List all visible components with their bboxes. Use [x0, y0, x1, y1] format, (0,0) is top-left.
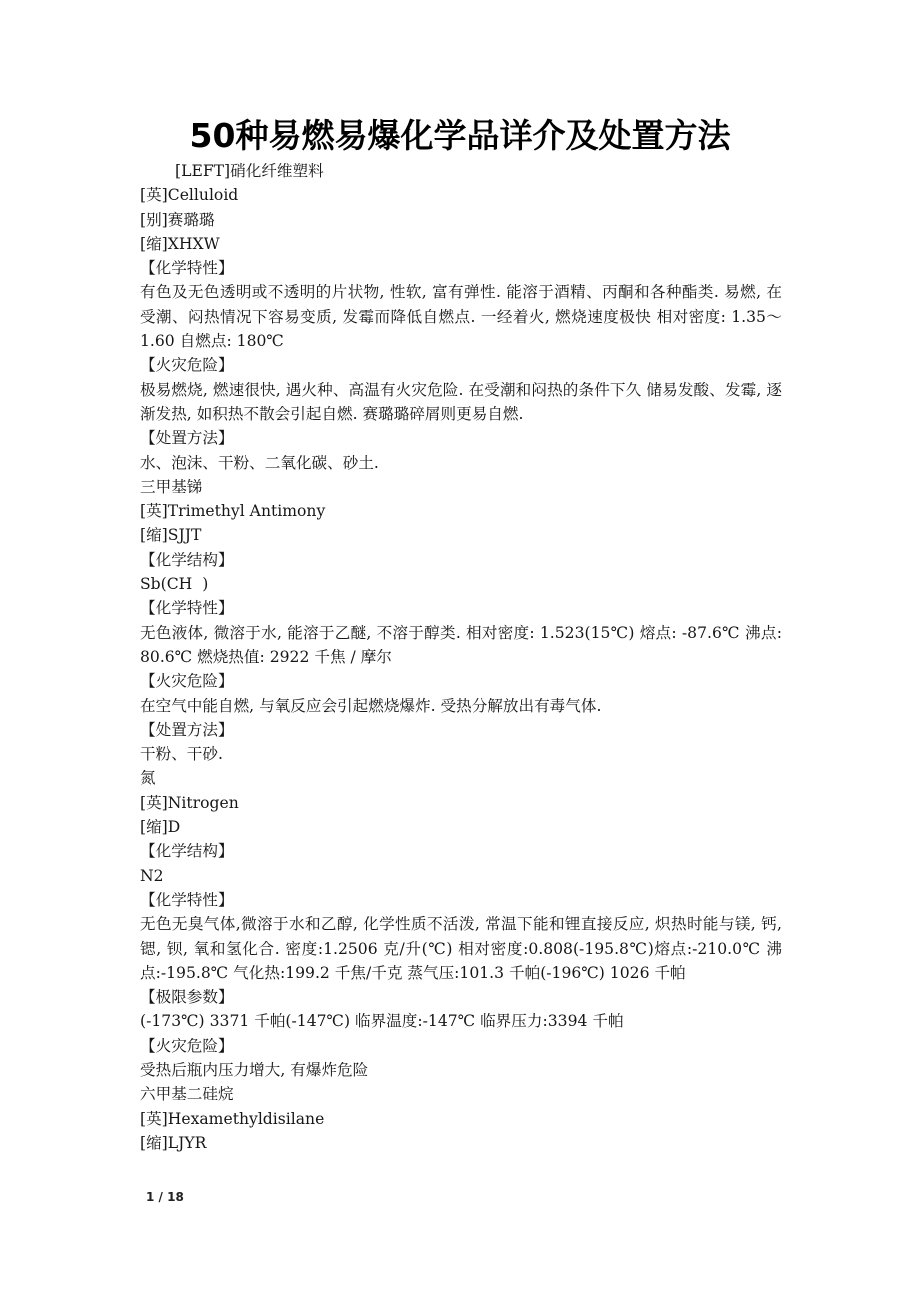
- abbreviation: [缩]D: [140, 818, 181, 837]
- paragraph: 在空气中能自燃, 与氧反应会引起燃烧爆炸. 受热分解放出有毒气体.: [140, 696, 602, 715]
- section-heading: 【化学结构】: [140, 842, 234, 861]
- abbreviation: [缩]LJYR: [140, 1133, 207, 1152]
- entry-title: 三甲基锑: [140, 477, 203, 496]
- section-heading: 【化学特性】: [140, 890, 234, 909]
- english-name: [英]Celluloid: [140, 186, 239, 205]
- section-heading: 【化学特性】: [140, 259, 234, 278]
- abbreviation: [缩]SJJT: [140, 526, 202, 545]
- entry-title: 氮: [140, 769, 156, 788]
- paragraph: 无色液体, 微溶于水, 能溶于乙醚, 不溶于醇类. 相对密度: 1.523(15℃) 熔点: -87.6℃ 沸点: 80.6℃ 燃烧热值: 2922 千焦 / 摩尔: [140, 623, 782, 666]
- english-name: [英]Trimethyl Antimony: [140, 502, 326, 521]
- paragraph: (-173℃) 3371 千帕(-147℃) 临界温度:-147℃ 临界压力:3394 千帕: [140, 1012, 624, 1031]
- paragraph: 无色无臭气体,微溶于水和乙醇, 化学性质不活泼, 常温下能和锂直接反应, 炽热时能与镁, 钙, 锶, 钡, 氧和氢化合. 密度:1.2506 克/升(℃) 相对密度:0.808(-195.8℃)熔点:-210.0℃ 沸点:-195.8℃ 气化热:199.2 千焦/千克 蒸气压:101.3 千帕(-196℃) 1026 千帕: [140, 915, 782, 982]
- english-name: [英]Hexamethyldisilane: [140, 1109, 325, 1128]
- abbreviation: [缩]XHXW: [140, 234, 220, 253]
- page-title: 50种易燃易爆化学品详介及处置方法: [189, 116, 731, 155]
- paragraph: 干粉、干砂.: [140, 745, 223, 764]
- entry-title: 六甲基二硅烷: [140, 1085, 234, 1104]
- section-heading: 【化学结构】: [140, 550, 234, 569]
- section-heading: 【火灾危险】: [140, 356, 234, 375]
- section-heading: 【极限参数】: [140, 988, 234, 1007]
- formula: N2: [140, 866, 164, 885]
- entry-title: [LEFT]硝化纤维塑料: [175, 162, 324, 180]
- document-body: [140, 159, 782, 1155]
- paragraph: 极易燃烧, 燃速很快, 遇火种、高温有火灾危险. 在受潮和闷热的条件下久 储易发酸、发霉, 逐渐发热, 如积热不散会引起自燃. 赛璐璐碎屑则更易自燃.: [140, 380, 782, 423]
- paragraph: 有色及无色透明或不透明的片状物, 性软, 富有弹性. 能溶于酒精、丙酮和各种酯类. 易燃, 在受潮、闷热情况下容易变质, 发霉而降低自燃点. 一经着火, 燃烧速度极快 相对密度: 1.35～1.60 自燃点: 180℃: [140, 283, 782, 351]
- section-heading: 【火灾危险】: [140, 672, 234, 691]
- english-name: [英]Nitrogen: [140, 793, 239, 812]
- paragraph: 受热后瓶内压力增大, 有爆炸危险: [140, 1060, 369, 1079]
- page-number: 1 / 18: [146, 1190, 184, 1204]
- section-heading: 【化学特性】: [140, 599, 234, 618]
- section-heading: 【处置方法】: [140, 429, 234, 448]
- paragraph: 水、泡沫、干粉、二氧化碳、砂土.: [140, 453, 379, 472]
- alias-name: [别]赛璐璐: [140, 210, 215, 229]
- section-heading: 【处置方法】: [140, 720, 234, 739]
- section-heading: 【火灾危险】: [140, 1036, 234, 1055]
- formula: Sb(CH ): [140, 575, 209, 594]
